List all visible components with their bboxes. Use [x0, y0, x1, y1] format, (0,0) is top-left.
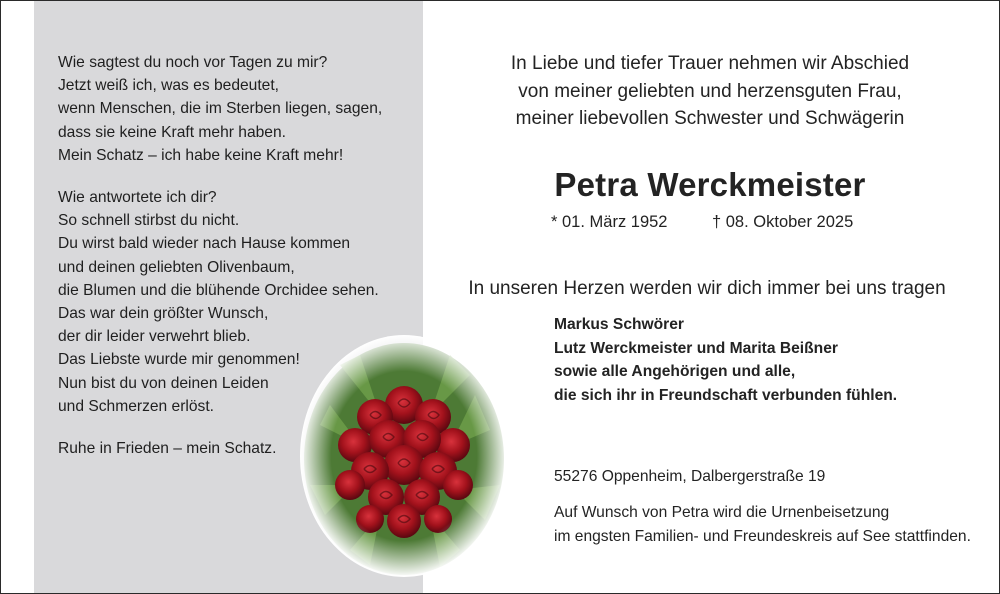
- mourners-list: [554, 313, 974, 407]
- poem-line: Du wirst bald wieder nach Hause kommen: [58, 235, 351, 253]
- poem-line: der dir leider verwehrt blieb.: [58, 328, 251, 346]
- death-date: † 08. Oktober 2025: [712, 213, 854, 231]
- poem-stanza-1: [58, 51, 418, 167]
- mourner-line: die sich ihr in Freundschaft verbunden fühlen.: [554, 386, 898, 404]
- life-dates: [551, 213, 891, 232]
- mourner-line: Lutz Werckmeister und Marita Beißner: [554, 339, 838, 357]
- poem-line: Jetzt weiß ich, was es bedeutet,: [58, 77, 280, 95]
- poem-line: Mein Schatz – ich habe keine Kraft mehr!: [58, 146, 344, 164]
- note-line: im engsten Familien- und Freundeskreis auf See stattfinden.: [554, 527, 971, 545]
- poem-line: Das Liebste wurde mir genommen!: [58, 351, 300, 369]
- poem-line: dass sie keine Kraft mehr haben.: [58, 123, 286, 141]
- note-line: Auf Wunsch von Petra wird die Urnenbeisetzung: [554, 504, 890, 521]
- poem-line: Wie antwortete ich dir?: [58, 189, 217, 207]
- poem-line: und Schmerzen erlöst.: [58, 397, 215, 415]
- address: 55276 Oppenheim, Dalbergerstraße 19: [554, 468, 826, 485]
- birth-date: * 01. März 1952: [551, 213, 668, 231]
- poem-line: die Blumen und die blühende Orchidee sehen.: [58, 281, 379, 299]
- poem-line: und deinen geliebten Olivenbaum,: [58, 258, 295, 276]
- poem-line: So schnell stirbst du nicht.: [58, 212, 240, 230]
- poem-line: wenn Menschen, die im Sterben liegen, sagen,: [58, 100, 383, 118]
- intro-line: von meiner geliebten und herzensguten Frau,: [518, 80, 902, 102]
- farewell-intro: [440, 50, 980, 133]
- rose-bouquet-image: [300, 335, 508, 577]
- hearts-line: In unseren Herzen werden wir dich immer bei uns tragen: [468, 278, 946, 299]
- poem-closing-line: Ruhe in Frieden – mein Schatz.: [58, 440, 277, 458]
- poem-line: Wie sagtest du noch vor Tagen zu mir?: [58, 54, 328, 71]
- deceased-name: Petra Werckmeister: [554, 166, 866, 203]
- intro-line: meiner liebevollen Schwester und Schwägerin: [515, 108, 905, 129]
- mourner-line: Markus Schwörer: [554, 316, 684, 333]
- poem-line: Nun bist du von deinen Leiden: [58, 374, 269, 392]
- intro-line: In Liebe und tiefer Trauer nehmen wir Abschied: [510, 53, 910, 74]
- burial-note: [554, 501, 994, 548]
- mourner-line: sowie alle Angehörigen und alle,: [554, 363, 796, 380]
- poem-line: Das war dein größter Wunsch,: [58, 305, 269, 323]
